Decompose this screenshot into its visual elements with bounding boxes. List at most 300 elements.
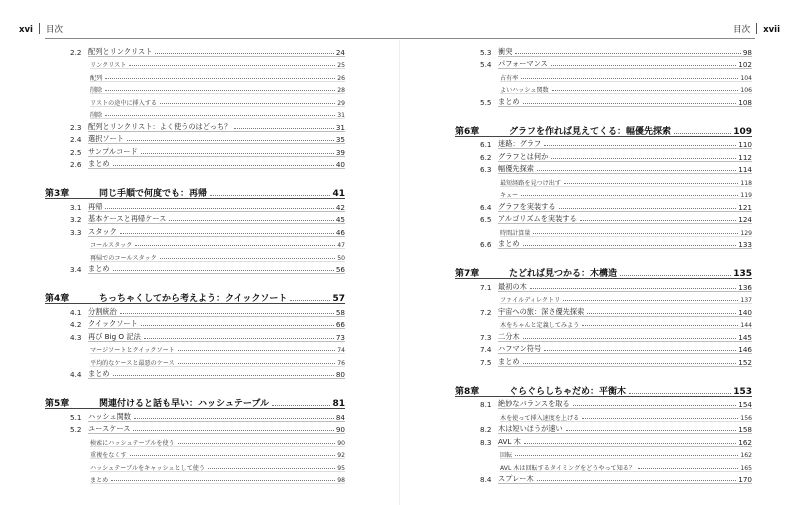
right-page-number: xvii [763, 25, 780, 35]
toc-page-number: 25 [337, 62, 345, 69]
toc-sub-row[interactable] [45, 249, 345, 262]
toc-sub-row[interactable] [45, 459, 345, 472]
right-running-title: 目次 [733, 25, 751, 35]
toc-section-number: 7.4 [480, 345, 492, 354]
toc-sub-row[interactable] [45, 447, 345, 460]
toc-section-number: 7.1 [480, 282, 492, 292]
toc-section-row[interactable] [45, 409, 345, 422]
toc-page-number: 156 [740, 414, 752, 422]
toc-chapter-number: 第4章 [45, 294, 70, 304]
toc-page-number: 57 [332, 294, 345, 304]
toc-leader-dots [120, 313, 334, 314]
toc-page-number: 121 [738, 202, 752, 212]
toc-page-number: 50 [337, 254, 345, 262]
toc-leader-dots [515, 53, 740, 54]
toc-leader-dots [141, 325, 334, 326]
toc-page-number: 66 [335, 320, 345, 329]
toc-section-row[interactable] [45, 329, 345, 342]
toc-sub-title: コールスタック [90, 242, 133, 249]
toc-section-number: 4.4 [70, 370, 82, 379]
toc-sub-title: 平均的なケースと最悪のケース [90, 359, 175, 367]
toc-leader-dots [120, 233, 334, 234]
toc-section-title: 絶妙なバランスを取る [498, 399, 570, 408]
toc-leader-dots [533, 233, 738, 234]
toc-page-number: 92 [337, 452, 345, 459]
toc-page-number: 144 [740, 322, 752, 329]
toc-page-number: 145 [738, 332, 752, 342]
toc-section-title: 基本ケースと再帰ケース [88, 214, 167, 223]
toc-section-row[interactable] [455, 149, 752, 162]
toc-leader-dots [272, 405, 330, 406]
toc-section-number: 2.2 [70, 47, 82, 57]
toc-section-title: まとめ [498, 239, 520, 248]
toc-sub-title: 削除 [90, 112, 103, 119]
toc-leader-dots [111, 480, 335, 481]
toc-leader-dots [234, 128, 334, 129]
toc-section-number: 8.1 [480, 400, 492, 409]
toc-leader-dots [129, 65, 335, 66]
toc-sub-title: 検索にハッシュテーブルを使う [90, 439, 175, 447]
toc-section-title: 幅優先探索 [498, 164, 534, 173]
toc-section-row[interactable] [455, 137, 752, 150]
toc-chapter-number: 第8章 [455, 386, 480, 397]
right-header-rule [400, 38, 755, 39]
toc-section-row[interactable] [455, 472, 752, 485]
toc-section-number: 5.5 [480, 97, 492, 107]
toc-leader-dots [144, 338, 334, 339]
toc-page-number: 29 [337, 99, 345, 107]
toc-section-row[interactable] [455, 329, 752, 342]
toc-sub-row[interactable] [455, 82, 752, 95]
toc-page-number: 98 [337, 477, 345, 484]
toc-leader-dots [178, 350, 335, 351]
toc-leader-dots [113, 165, 334, 166]
toc-sub-row[interactable] [45, 82, 345, 95]
toc-sub-row[interactable] [45, 57, 345, 70]
left-header-rule [45, 38, 400, 39]
toc-section-row[interactable] [455, 354, 752, 367]
toc-section-number: 2.5 [70, 147, 82, 157]
toc-sub-row[interactable] [455, 459, 752, 472]
toc-section-row[interactable] [45, 367, 345, 380]
toc-section-number: 3.3 [70, 227, 82, 237]
toc-section-row[interactable] [455, 397, 752, 410]
toc-sub-row[interactable] [45, 237, 345, 250]
toc-sub-row[interactable] [45, 94, 345, 107]
toc-page-number: 80 [335, 370, 345, 379]
toc-sub-title: よいハッシュ関数 [500, 87, 549, 94]
toc-chapter-title: 同じ手順で何度でも：再帰 [99, 189, 208, 199]
toc-section-title: まとめ [88, 264, 110, 273]
toc-section-number: 6.4 [480, 202, 492, 212]
right-page [400, 0, 800, 505]
toc-leader-dots [135, 245, 335, 246]
toc-page-number: 58 [335, 307, 345, 317]
toc-leader-dots [178, 443, 336, 444]
toc-leader-dots [141, 153, 334, 154]
toc-section-row[interactable] [455, 212, 752, 225]
toc-leader-dots [537, 480, 737, 481]
toc-page-number: 95 [337, 464, 345, 472]
toc-section-row[interactable] [45, 304, 345, 317]
toc-page-number: 170 [738, 475, 752, 484]
toc-page-number: 135 [733, 269, 752, 279]
toc-chapter-row[interactable] [455, 259, 752, 279]
toc-section-title: まとめ [498, 96, 520, 106]
toc-sub-title: 重複をなくす [90, 452, 127, 459]
toc-sub-row[interactable] [45, 342, 345, 355]
toc-leader-dots [530, 288, 737, 289]
toc-section-number: 6.6 [480, 240, 492, 249]
toc-section-number: 4.2 [70, 320, 82, 329]
toc-section-number: 5.4 [480, 60, 492, 69]
toc-leader-dots [160, 258, 336, 259]
toc-section-number: 6.3 [480, 165, 492, 174]
toc-sub-row[interactable] [45, 434, 345, 447]
toc-section-row[interactable] [45, 199, 345, 212]
toc-leader-dots [629, 393, 731, 394]
toc-sub-row[interactable] [455, 69, 752, 82]
toc-leader-dots [105, 208, 333, 209]
toc-leader-dots [551, 158, 736, 159]
toc-page-number: 31 [337, 112, 345, 119]
toc-section-title: 衝突 [498, 46, 513, 56]
toc-sub-row[interactable] [455, 292, 752, 305]
toc-leader-dots [537, 170, 736, 171]
toc-sub-title: キュー [500, 192, 519, 199]
toc-page-number: 41 [332, 189, 345, 199]
toc-sub-row[interactable] [455, 447, 752, 460]
toc-section-title: 再び Big O 記法 [88, 331, 141, 341]
toc-page-number: 158 [738, 425, 752, 434]
toc-section-title: クイックソート [88, 319, 138, 328]
toc-leader-dots [544, 145, 736, 146]
toc-chapter-number: 第3章 [45, 189, 70, 199]
toc-sub-row[interactable] [45, 69, 345, 82]
toc-page-number: 73 [335, 332, 345, 342]
toc-leader-dots [559, 208, 737, 209]
toc-chapter-row[interactable] [45, 389, 345, 409]
toc-chapter-number: 第7章 [455, 269, 480, 279]
toc-section-title: ハフマン符号 [498, 344, 542, 353]
toc-leader-dots [160, 103, 335, 104]
toc-sub-row[interactable] [45, 354, 345, 367]
toc-sub-row[interactable] [45, 107, 345, 120]
toc-leader-dots [544, 350, 736, 351]
toc-section-row[interactable] [45, 157, 345, 170]
toc-page-number: 119 [740, 192, 752, 199]
toc-section-row[interactable] [455, 44, 752, 57]
toc-page-number: 118 [740, 179, 752, 187]
toc-page-number: 108 [738, 97, 752, 107]
toc-page-number: 102 [738, 60, 752, 69]
toc-section-title: ユースケース [88, 424, 131, 433]
toc-sub-row[interactable] [455, 317, 752, 330]
toc-leader-dots [582, 325, 738, 326]
toc-section-title: 最初の木 [498, 281, 527, 291]
toc-section-row[interactable] [455, 434, 752, 447]
toc-section-title: パフォーマンス [498, 59, 548, 68]
toc-sub-title: 再帰でのコールスタック [90, 254, 157, 262]
toc-leader-dots [563, 300, 738, 301]
toc-leader-dots [155, 53, 333, 54]
toc-leader-dots [134, 418, 334, 419]
toc-page-number: 162 [738, 437, 752, 447]
toc-section-number: 6.2 [480, 152, 492, 162]
toc-leader-dots [566, 430, 737, 431]
toc-page-number: 74 [337, 347, 345, 354]
toc-leader-dots [105, 90, 335, 91]
toc-section-number: 5.1 [70, 412, 82, 422]
toc-page-number: 24 [335, 47, 345, 57]
toc-section-number: 6.1 [480, 140, 492, 149]
toc-page-number: 109 [733, 126, 752, 137]
toc-section-row[interactable] [455, 57, 752, 70]
toc-section-row[interactable] [45, 317, 345, 330]
toc-sub-row[interactable] [45, 472, 345, 485]
toc-page-number: 90 [335, 425, 345, 434]
toc-page-number: 81 [332, 399, 345, 409]
toc-page-number: 114 [738, 165, 752, 174]
toc-section-number: 7.3 [480, 332, 492, 342]
toc-leader-dots [524, 443, 736, 444]
toc-section-number: 7.2 [480, 307, 492, 317]
toc-page-number: 112 [738, 152, 752, 162]
toc-leader-dots [208, 468, 335, 469]
toc-sub-title: 回転 [500, 452, 513, 459]
toc-section-title: グラフとは何か [498, 151, 549, 161]
toc-section-row[interactable] [455, 162, 752, 175]
toc-sub-title: AVL 木は回転するタイミングをどうやって知る？ [500, 464, 635, 472]
toc-section-title: 二分木 [498, 331, 520, 341]
toc-page-number: 137 [740, 297, 752, 304]
toc-chapter-row[interactable] [45, 179, 345, 199]
toc-page-number: 35 [335, 135, 345, 144]
left-page-number: xvi [19, 25, 33, 35]
toc-section-number: 8.4 [480, 475, 492, 484]
toc-section-row[interactable] [45, 132, 345, 145]
toc-section-title: まとめ [88, 369, 110, 378]
toc-page-number: 110 [738, 140, 752, 149]
toc-section-title: 選択ソート [88, 134, 124, 143]
toc-section-title: 再帰 [88, 201, 103, 211]
toc-leader-dots [580, 220, 737, 221]
toc-sub-title: ハッシュテーブルをキャッシュとして使う [90, 464, 205, 472]
toc-section-title: まとめ [498, 356, 520, 366]
toc-section-title: アルゴリズムを実装する [498, 214, 577, 223]
toc-sub-title: 木をちゃんと定義してみよう [500, 322, 580, 329]
toc-page-number: 162 [740, 452, 752, 459]
toc-section-row[interactable] [455, 94, 752, 107]
toc-section-number: 2.3 [70, 122, 82, 132]
toc-leader-dots [552, 90, 739, 91]
toc-section-number: 6.5 [480, 215, 492, 224]
toc-section-row[interactable] [45, 224, 345, 237]
toc-page-number: 42 [335, 202, 345, 212]
toc-sub-title: ファイルディレクトリ [500, 297, 561, 304]
toc-page-number: 98 [742, 47, 752, 57]
toc-section-row[interactable] [45, 422, 345, 435]
toc-sub-title: リンクリスト [90, 62, 127, 69]
toc-page-number: 84 [335, 412, 345, 422]
right-toc [455, 44, 752, 484]
toc-page-number: 153 [733, 386, 752, 397]
toc-page-number: 136 [738, 282, 752, 292]
toc-leader-dots [521, 78, 738, 79]
toc-section-row[interactable] [455, 199, 752, 212]
toc-page-number: 39 [335, 147, 345, 157]
left-running-head [19, 23, 63, 35]
toc-leader-dots [551, 65, 737, 66]
toc-section-row[interactable] [45, 44, 345, 57]
toc-leader-dots [178, 363, 336, 364]
toc-section-row[interactable] [45, 262, 345, 275]
toc-leader-dots [210, 195, 330, 196]
right-running-head [733, 23, 780, 35]
toc-section-title: AVL 木 [498, 436, 521, 446]
toc-chapter-title: 関連付けると話も早い：ハッシュテーブル [99, 399, 270, 409]
toc-sub-title: 時間計算量 [500, 229, 531, 237]
toc-section-title: 配列とリンクリスト：よく使うのはどっち？ [88, 121, 232, 131]
toc-section-title: 迷路：グラフ [498, 139, 542, 148]
toc-leader-dots [523, 103, 737, 104]
toc-page-number: 56 [335, 265, 345, 274]
toc-section-number: 8.2 [480, 425, 492, 434]
toc-sub-row[interactable] [455, 187, 752, 200]
toc-sub-row[interactable] [455, 224, 752, 237]
toc-page-number: 140 [738, 307, 752, 317]
toc-section-title: ハッシュ関数 [88, 411, 131, 421]
toc-section-row[interactable] [45, 212, 345, 225]
toc-leader-dots [133, 430, 333, 431]
toc-page-number: 76 [337, 359, 345, 367]
toc-section-title: 配列とリンクリスト [88, 46, 153, 56]
toc-section-row[interactable] [45, 119, 345, 132]
toc-section-title: 木は短いほうが速い [498, 424, 563, 433]
toc-section-number: 4.1 [70, 307, 82, 317]
toc-leader-dots [521, 195, 738, 196]
toc-chapter-row[interactable] [455, 377, 752, 397]
toc-section-title: スタック [88, 226, 117, 236]
toc-sub-title: 削除 [90, 87, 103, 94]
toc-section-row[interactable] [455, 304, 752, 317]
toc-section-title: まとめ [88, 159, 110, 168]
toc-leader-dots [564, 183, 738, 184]
left-running-title: 目次 [45, 25, 63, 35]
toc-leader-dots [523, 363, 737, 364]
toc-section-title: スプレー木 [498, 474, 534, 483]
toc-page-number: 26 [337, 74, 345, 82]
toc-leader-dots [573, 405, 737, 406]
toc-section-number: 2.4 [70, 135, 82, 144]
toc-page-number: 124 [738, 215, 752, 224]
toc-section-title: 宇宙への旅：深さ優先探索 [498, 306, 585, 316]
toc-section-row[interactable] [455, 279, 752, 292]
toc-page-number: 129 [740, 229, 752, 237]
toc-section-row[interactable] [45, 144, 345, 157]
toc-chapter-row[interactable] [45, 284, 345, 304]
toc-leader-dots [674, 133, 731, 134]
toc-sub-title: 占有率 [500, 74, 519, 82]
toc-leader-dots [130, 455, 336, 456]
toc-sub-title: リストの途中に挿入する [90, 99, 157, 107]
toc-leader-dots [105, 115, 335, 116]
toc-page-number: 154 [738, 400, 752, 409]
toc-section-number: 3.4 [70, 265, 82, 274]
toc-leader-dots [582, 418, 738, 419]
toc-page-number: 90 [337, 439, 345, 447]
toc-section-number: 2.6 [70, 160, 82, 169]
toc-chapter-row[interactable] [455, 117, 752, 137]
left-toc [45, 44, 345, 484]
toc-page-number: 106 [740, 87, 752, 94]
toc-page-number: 152 [738, 357, 752, 367]
toc-page-number: 104 [740, 74, 752, 82]
toc-leader-dots [169, 220, 334, 221]
toc-section-number: 3.1 [70, 202, 82, 212]
toc-leader-dots [620, 275, 731, 276]
toc-section-row[interactable] [455, 422, 752, 435]
toc-leader-dots [290, 300, 330, 301]
toc-leader-dots [113, 375, 334, 376]
toc-section-title: サンプルコード [88, 146, 138, 156]
toc-leader-dots [105, 78, 335, 79]
toc-sub-title: 最短経路を見つけ出す [500, 179, 561, 187]
toc-section-number: 4.3 [70, 332, 82, 342]
toc-chapter-number: 第6章 [455, 126, 480, 137]
toc-section-number: 5.3 [480, 47, 492, 57]
toc-section-title: 分割統治 [88, 306, 117, 316]
toc-chapter-title: ぐらぐらしちゃだめ：平衡木 [509, 386, 627, 397]
toc-page-number: 31 [335, 122, 345, 132]
running-head-separator [756, 23, 757, 34]
toc-section-number: 3.2 [70, 215, 82, 224]
toc-page-number: 28 [337, 87, 345, 94]
toc-chapter-title: ちっちゃくしてから考えよう：クイックソート [99, 294, 288, 304]
toc-leader-dots [515, 455, 738, 456]
toc-leader-dots [113, 270, 334, 271]
toc-sub-title: 配列 [90, 74, 103, 82]
toc-section-row[interactable] [455, 342, 752, 355]
toc-chapter-title: グラフを作れば見えてくる：幅優先探索 [509, 126, 672, 137]
toc-chapter-title: たどれば見つかる：木構造 [509, 269, 618, 279]
toc-sub-row[interactable] [455, 409, 752, 422]
toc-page-number: 45 [335, 215, 345, 224]
toc-sub-row[interactable] [455, 174, 752, 187]
running-head-separator [39, 23, 40, 34]
toc-page-number: 40 [335, 160, 345, 169]
toc-leader-dots [523, 245, 737, 246]
toc-sub-title: まとめ [90, 477, 109, 484]
toc-leader-dots [523, 338, 737, 339]
toc-section-row[interactable] [455, 237, 752, 250]
toc-section-title: グラフを実装する [498, 201, 556, 211]
toc-page-number: 46 [335, 227, 345, 237]
toc-page-number: 133 [738, 240, 752, 249]
toc-leader-dots [587, 313, 736, 314]
toc-section-number: 7.5 [480, 357, 492, 367]
toc-chapter-number: 第5章 [45, 399, 70, 409]
toc-sub-title: マージソートとクイックソート [90, 347, 175, 354]
toc-section-number: 8.3 [480, 437, 492, 447]
toc-leader-dots [638, 468, 738, 469]
toc-sub-title: 木を使って挿入速度を上げる [500, 414, 580, 422]
toc-page-number: 165 [740, 464, 752, 472]
toc-page-number: 47 [337, 242, 345, 249]
toc-section-number: 5.2 [70, 425, 82, 434]
toc-leader-dots [127, 140, 334, 141]
toc-page-number: 146 [738, 345, 752, 354]
